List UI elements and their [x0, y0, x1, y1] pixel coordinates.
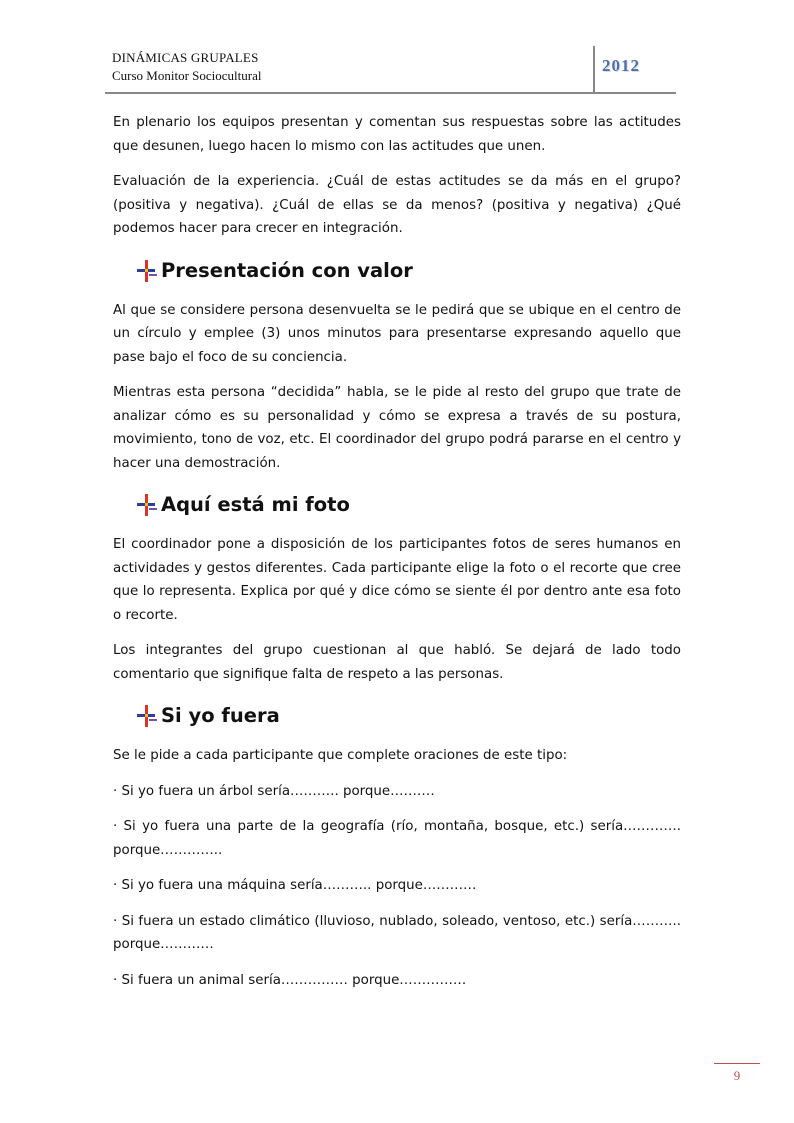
section-title: Presentación con valor [161, 258, 413, 282]
section-title: Si yo fuera [161, 704, 280, 728]
paragraph: En plenario los equipos presentan y comentan sus respuestas sobre las actitudes que desunen, luego hacen lo mismo con las actitudes que unen. [113, 115, 681, 154]
cross-bullet-icon [137, 494, 157, 516]
footer-divider [714, 1063, 760, 1064]
paragraph: Mientras esta persona “decidida” habla, se le pide al resto del grupo que trate de analizar cómo es su personalidad y cómo se expresa a través de su postura, movimiento, tono de voz, etc. El coordinador del grupo podrá pararse en el centro y hacer una demostración. [113, 385, 681, 471]
list-item: · Si fuera un estado climático (lluvioso, nublado, soleado, ventoso, etc.) sería……….. porque………… [113, 913, 681, 952]
paragraph: Los integrantes del grupo cuestionan al que habló. Se dejará de lado todo comentario que signifique falta de respeto a las personas. [113, 643, 681, 682]
paragraph: Al que se considere persona desenvuelta se le pedirá que se ubique en el centro de un círculo y emplee (3) unos minutos para presentarse expresando aquello que pase bajo el foco de su conciencia. [113, 302, 681, 365]
list-item: · Si yo fuera una parte de la geografía (río, montaña, bosque, etc.) sería…………. porque………….. [113, 819, 681, 858]
header-year: 2012 [602, 56, 640, 75]
section-heading-si-yo-fuera [137, 698, 681, 734]
list-item: · Si yo fuera un árbol sería……….. porque………. [113, 783, 435, 799]
section-heading-aqui-esta-mi-foto [137, 487, 681, 523]
header-title: DINÁMICAS GRUPALES [112, 50, 259, 65]
list-item: · Si yo fuera una máquina sería……….. porque………… [113, 878, 477, 893]
cross-bullet-icon [137, 260, 157, 282]
header-divider-horizontal [105, 92, 676, 94]
paragraph: Evaluación de la experiencia. ¿Cuál de estas actitudes se da más en el grupo? (positiva y negativa). ¿Cuál de ellas se da menos? (positiva y negativa) ¿Qué podemos hacer para crecer en integración. [113, 174, 681, 236]
header-subtitle: Curso Monitor Sociocultural [112, 68, 262, 83]
section-heading-presentacion [137, 253, 681, 289]
list-item: · Si fuera un animal sería…………… porque…………… [113, 972, 467, 988]
cross-bullet-icon [137, 705, 157, 727]
paragraph: El coordinador pone a disposición de los participantes fotos de seres humanos en actividades y gestos diferentes. Cada participante elige la foto o el recorte que cree que lo representa. Explica por qué y dice cómo se siente él por dentro ante esa foto o recorte. [113, 537, 681, 623]
header-divider-vertical [593, 46, 595, 92]
page-number: 9 [733, 1068, 741, 1083]
section-title: Aquí está mi foto [161, 493, 350, 517]
paragraph: Se le pide a cada participante que complete oraciones de este tipo: [113, 748, 568, 763]
page-content [113, 111, 681, 1004]
